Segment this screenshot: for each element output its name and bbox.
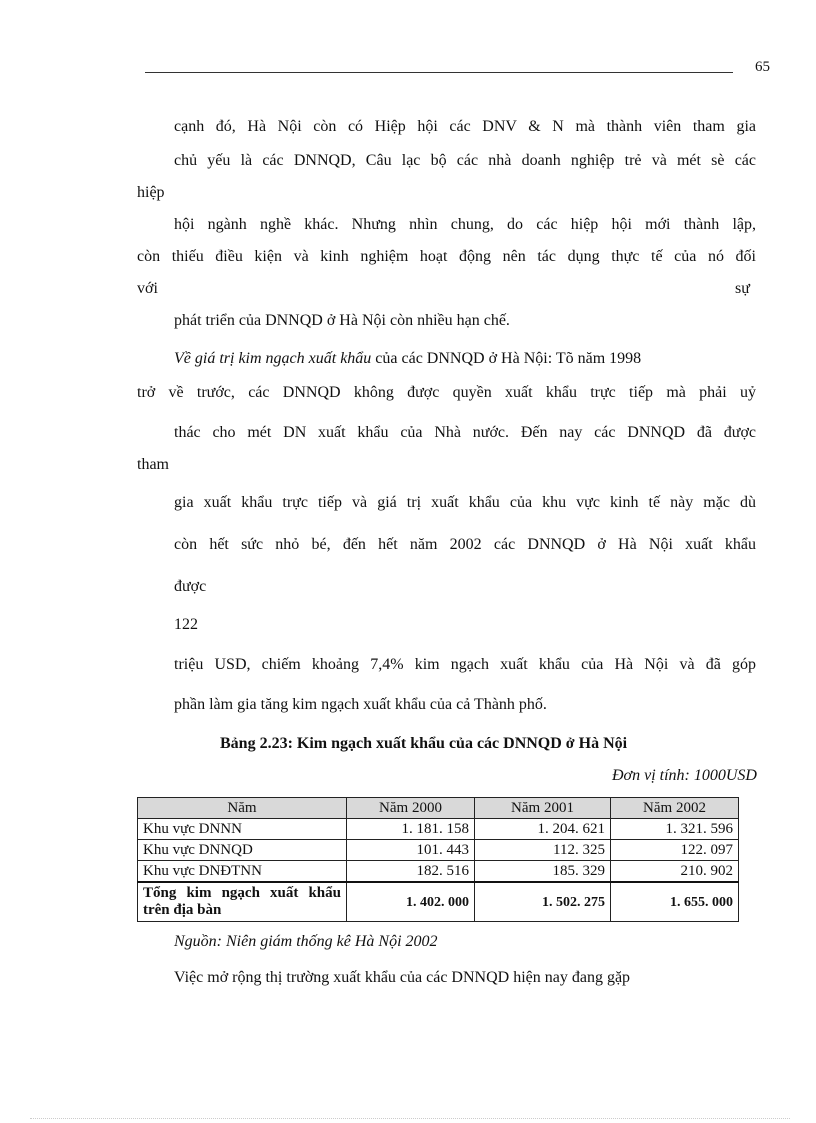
body-line: triệu USD, chiếm khoảng 7,4% kim ngạch xuất khẩu của Hà Nội và đã góp xyxy=(174,656,756,673)
body-line: hội ngành nghề khác. Nhưng nhìn chung, do các hiệp hội mới thành lập, xyxy=(174,216,756,233)
row-label: Khu vực DNĐTNN xyxy=(138,861,347,883)
table-cell: 1. 181. 158 xyxy=(347,819,475,840)
body-line: còn thiếu điều kiện và kinh nghiệm hoạt động nên tác dụng thực tế của nó đối xyxy=(137,248,756,265)
table-cell: 185. 329 xyxy=(475,861,611,883)
body-line: với xyxy=(137,280,158,297)
body-line: Việc mở rộng thị trường xuất khẩu của các DNNQD hiện nay đang gặp xyxy=(174,969,631,986)
header-rule xyxy=(145,72,733,73)
italic-phrase: Về giá trị kim ngạch xuất khẩu xyxy=(174,350,372,367)
table-cell: 210. 902 xyxy=(611,861,739,883)
page-number: 65 xyxy=(755,59,770,75)
body-line: gia xuất khẩu trực tiếp và giá trị xuất khẩu của khu vực kinh tế này mặc dù xyxy=(174,494,756,511)
total-cell: 1. 502. 275 xyxy=(475,882,611,922)
table-total-row xyxy=(138,882,739,922)
body-line: cạnh đó, Hà Nội còn có Hiệp hội các DNV & N mà thành viên tham gia xyxy=(174,118,756,135)
body-line: thác cho mét DN xuất khẩu của Nhà nước. Đến nay các DNNQD đã được xyxy=(174,424,756,441)
body-line: còn hết sức nhỏ bé, đến hết năm 2002 các DNNQD ở Hà Nội xuất khẩu xyxy=(174,536,756,553)
body-line: sự xyxy=(735,280,750,297)
total-cell: 1. 655. 000 xyxy=(611,882,739,922)
body-line: trở về trước, các DNNQD không được quyền xuất khẩu trực tiếp mà phải uỷ xyxy=(137,384,756,401)
body-line: được xyxy=(174,578,207,595)
table-cell: 112. 325 xyxy=(475,840,611,861)
table-unit: Đơn vị tính: 1000USD xyxy=(612,767,757,784)
table-cell: 1. 321. 596 xyxy=(611,819,739,840)
table-row xyxy=(138,840,739,861)
body-line: chủ yếu là các DNNQD, Câu lạc bộ các nhà doanh nghiệp trẻ và mét sè các xyxy=(174,152,756,169)
table-header-row xyxy=(138,798,739,819)
table-cell: 101. 443 xyxy=(347,840,475,861)
header-cell: Năm 2001 xyxy=(475,798,611,819)
row-label: Khu vực DNNN xyxy=(138,819,347,840)
header-cell: Năm 2000 xyxy=(347,798,475,819)
table-cell: 182. 516 xyxy=(347,861,475,883)
body-text: của các DNNQD ở Hà Nội: Tõ năm 1998 xyxy=(371,350,642,367)
table-title: Bảng 2.23: Kim ngạch xuất khẩu của các DNNQD ở Hà Nội xyxy=(220,735,628,752)
body-line: phần làm gia tăng kim ngạch xuất khẩu của cả Thành phố. xyxy=(174,696,547,713)
body-line: phát triển của DNNQD ở Hà Nội còn nhiều hạn chế. xyxy=(174,312,510,329)
total-cell: 1. 402. 000 xyxy=(347,882,475,922)
header-cell: Năm 2002 xyxy=(611,798,739,819)
body-line: 122 xyxy=(174,616,198,633)
table-row xyxy=(138,819,739,840)
bottom-dotted-rule xyxy=(30,1118,790,1119)
table-cell: 122. 097 xyxy=(611,840,739,861)
body-line: hiệp xyxy=(137,184,165,201)
header-cell: Năm xyxy=(138,798,347,819)
row-label: Khu vực DNNQD xyxy=(138,840,347,861)
table-cell: 1. 204. 621 xyxy=(475,819,611,840)
export-table xyxy=(137,797,739,922)
body-line xyxy=(174,349,641,369)
table-source: Nguồn: Niên giám thống kê Hà Nội 2002 xyxy=(174,933,438,950)
total-label: Tổng kim ngạch xuất khẩu trên địa bàn xyxy=(138,882,347,922)
body-line: tham xyxy=(137,456,169,473)
table-row xyxy=(138,861,739,883)
